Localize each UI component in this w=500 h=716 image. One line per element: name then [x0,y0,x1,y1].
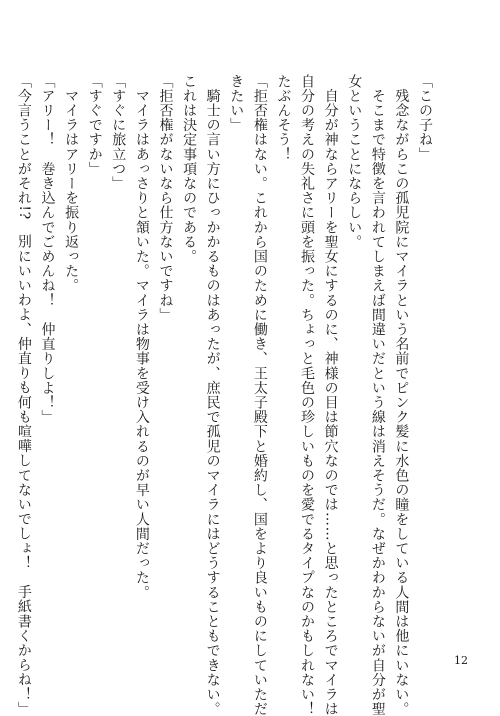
text-line: 「拒否権はない。これから国のために働き、王太子殿下と婚約し、国をより良いものにしていただ [251,74,268,716]
vertical-text-body [11,74,436,716]
text-line: 騎士の言い方にひっかかるものはあったが、庶民で孤児のマイラにはどうすることもできない。 [204,88,221,716]
text-line: マイラはあっさりと頷いた。マイラは物事を受け入れるのが早い人間だった。 [133,88,150,600]
text-line: そこまで特徴を言われてしまえば間違いだという線は消えそうだ。なぜかわからないが自分が聖 [369,88,386,716]
text-line: 自分の考えの失礼さに頭を振った。ちょっと毛色の珍しいものを愛でるタイプなのかもしれない！ [299,74,316,716]
text-line: 「今言うことがそれ!? 別にいいわよ、仲直りも何も喧嘩してないでしょ！ 手紙書くからね！」 [15,74,32,716]
text-line: 「アリー！ 巻き込んでごめんね！ 仲直りしよ！」 [39,74,56,425]
text-line: たぶんそう！ [275,74,292,162]
text-line: これは決定事項なのである。 [181,74,198,264]
text-line: 「この子ね」 [417,74,433,162]
text-line: 女ということにならしい。 [346,74,363,250]
text-line: きたい」 [228,74,245,133]
text-line: マイラはアリーを振り返った。 [63,88,80,294]
page-number: 12 [454,654,468,667]
text-line: 残念ながらこの孤児院にマイラという名前でピンク髪に水色の瞳をしている人間は他にいない。 [393,88,410,716]
text-line: 自分が神ならアリーを聖女にするのに、神様の目は節穴なのでは……と思ったところでマイラは [322,88,339,716]
text-line: 「すぐですか」 [86,74,103,177]
text-line: 「すぐに旅立つ」 [110,74,127,191]
text-line: 「拒否権がないなら仕方ないですね」 [157,74,174,323]
